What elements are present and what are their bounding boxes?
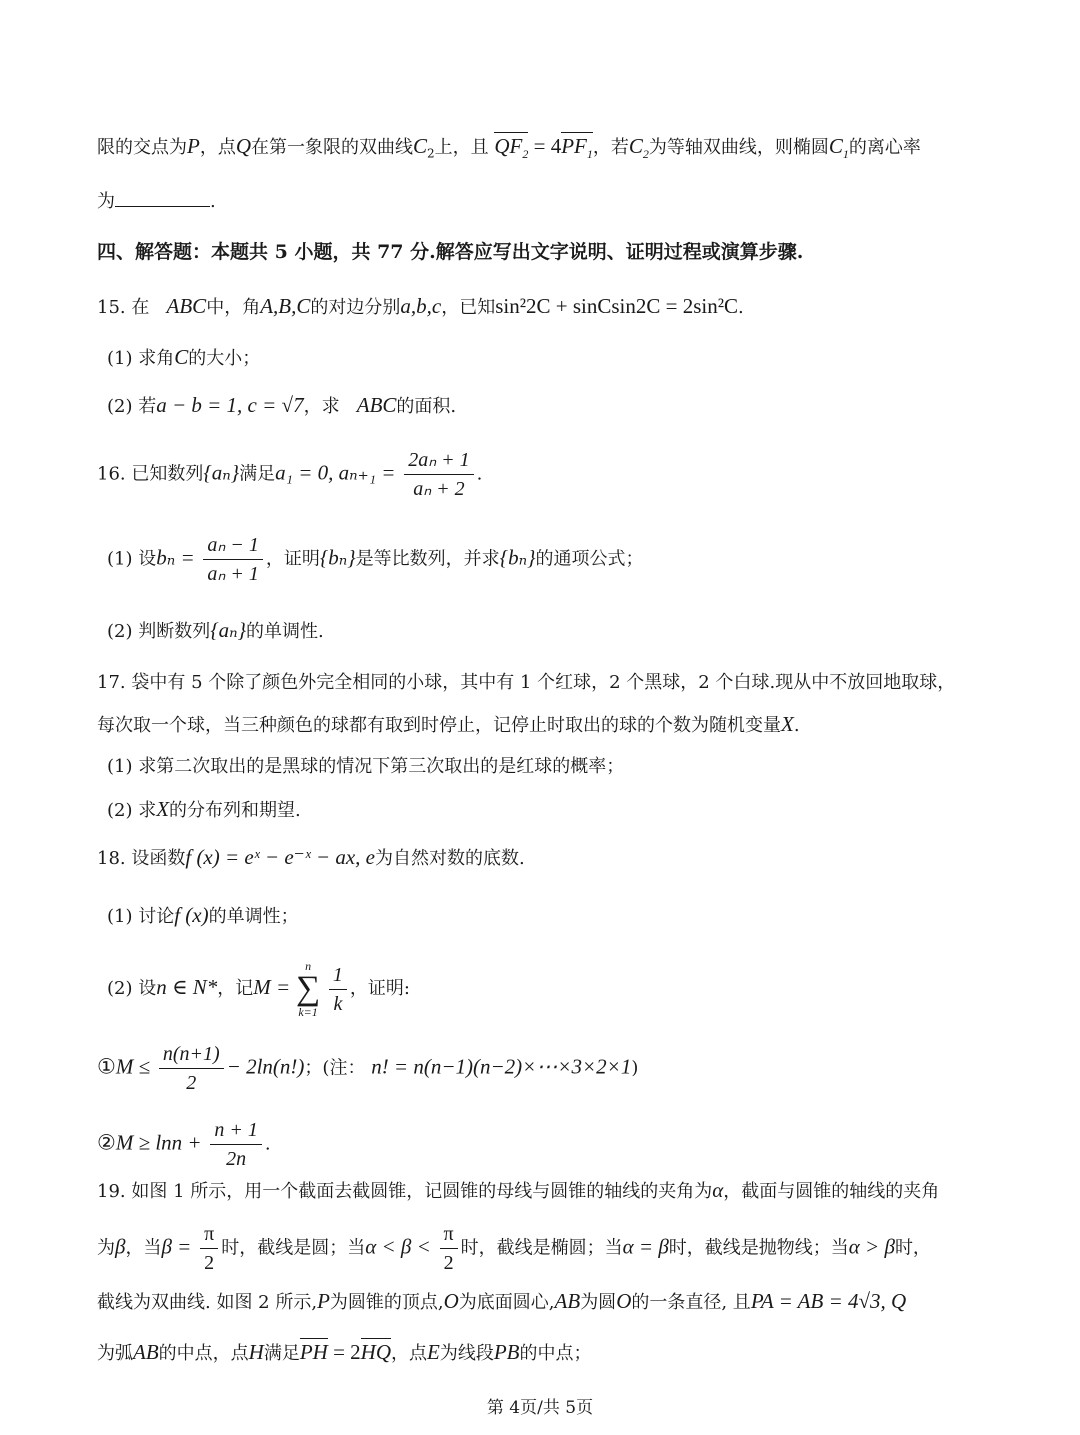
- text: ，若: [592, 137, 629, 158]
- text: 限的交点为: [97, 137, 187, 158]
- fraction: $\frac{n(n+1)}{2}$: [159, 1042, 224, 1095]
- vector-PF1: $PF_1$: [561, 134, 593, 162]
- answer-blank[interactable]: [115, 188, 210, 207]
- text: 在第一象限的双曲线: [251, 137, 413, 158]
- q19-line3: 截线为双曲线. 如图 2 所示,P为圆锥的顶点,O为底面圆心,AB为圆O的一条直径, 且PA = AB = 4√3, Q: [97, 1289, 907, 1313]
- q18-stem: 18. 设函数f (x) = eˣ − e⁻ˣ − ax, e为自然对数的底数.: [97, 845, 525, 869]
- q17-part2: (2) 求X的分布列和期望.: [107, 797, 301, 821]
- vector-PH: PH: [299, 1340, 328, 1364]
- text: ，点: [199, 137, 236, 158]
- page-footer: 第 4页/共 5页: [486, 1398, 594, 1418]
- q19-line4: 为弧AB的中点，点H满足PH = 2HQ，点E为线段PB的中点；: [97, 1340, 592, 1364]
- var-P: P: [187, 134, 200, 158]
- q16-part1: (1) 设bₙ = $\frac{\text{aₙ − 1}}{\text{aₙ + 1}}$ ，证明{bₙ}是等比数列，并求{bₙ}的通项公式；: [107, 534, 644, 585]
- fraction-pi-over-2: $\frac{\pi}{2}$: [200, 1222, 218, 1275]
- q15-part2: (2) 若a − b = 1, c = √7，求 ABC的面积.: [107, 393, 457, 417]
- subscript: 2: [427, 146, 435, 161]
- q16-stem: 16. 已知数列{aₙ}满足a₁ = 0, aₙ₊₁ = $\frac{\text{2aₙ + 1}}{\text{aₙ + 2}}$ .: [97, 449, 483, 500]
- section-heading: 四、解答题：本题共 5 小题，共 77 分.解答应写出文字说明、证明过程或演算步骤.: [97, 241, 804, 263]
- var-C1: $C_1$: [828, 134, 849, 162]
- q18-claim2: ②M ≥ lnn + $\frac{n + 1}{2n}$ .: [97, 1119, 271, 1170]
- q15-stem: 15. 在 ABC中，角A,B,C的对边分别a,b,c，已知sin²2C + sinCsin2C = 2sin²C.: [97, 294, 744, 318]
- p14-line2: [97, 188, 216, 213]
- q18-claim1: ①M ≤ $\frac{n(n+1)}{2}$ − 2ln(n!)；(注： n! = n(n−1)(n−2)×⋯×3×2×1): [97, 1043, 639, 1094]
- q17-line1: 17. 袋中有 5 个除了颜色外完全相同的小球，其中有 1 个红球，2 个黑球，2 个白球.现从中不放回地取球，: [97, 672, 956, 693]
- q18-part2: (2) 设n ∈ N*，记M = n ∑ k=1 $\frac{1}{k}$ ，证明:: [107, 959, 410, 1019]
- p14-line1: [97, 134, 921, 162]
- q15-equation: sin²2C + sinCsin2C = 2sin²C: [495, 294, 739, 318]
- var-Q: Q: [235, 134, 251, 158]
- summation: n ∑ k=1: [295, 959, 321, 1019]
- q18-part1: (1) 讨论f (x)的单调性；: [107, 903, 299, 927]
- triangle-ABC: ABC: [166, 294, 207, 318]
- text: 为等轴双曲线，则椭圆: [648, 137, 829, 158]
- text: .: [210, 191, 216, 212]
- fraction: $\frac{\text{2aₙ + 1}}{\text{aₙ + 2}}$: [404, 448, 473, 501]
- q15-part1: (1) 求角C的大小；: [107, 345, 261, 369]
- q16-part2: (2) 判断数列{aₙ}的单调性.: [107, 618, 324, 642]
- vector-QF2: $QF_2$: [494, 134, 529, 162]
- var-C2: C: [413, 134, 428, 158]
- q17-part1: (1) 求第二次取出的是黑球的情况下第三次取出的是红球的概率；: [107, 756, 625, 777]
- fraction: $\frac{1}{k}$: [329, 963, 347, 1016]
- fraction: $\frac{\text{aₙ − 1}}{\text{aₙ + 1}}$: [203, 533, 262, 586]
- fraction-pi-over-2: $\frac{\pi}{2}$: [440, 1222, 458, 1275]
- q17-line2: 每次取一个球，当三种颜色的球都有取到时停止，记停止时取出的球的个数为随机变量X.: [97, 712, 800, 736]
- text: 的离心率: [848, 137, 921, 158]
- text: 为: [97, 191, 115, 212]
- q19-line2: 为β，当β = $\frac{\pi}{2}$ 时，截线是圆；当α < β < $\frac{\pi}{2}$ 时，截线是椭圆；当α = β时，截线是抛物线；当α > β时，: [97, 1223, 931, 1274]
- q19-line1: 19. 如图 1 所示，用一个截面去截圆锥，记圆锥的母线与圆锥的轴线的夹角为α，截面与圆锥的轴线的夹角: [97, 1178, 940, 1202]
- vector-HQ: HQ: [360, 1340, 392, 1364]
- equals-4: = 4: [528, 134, 562, 158]
- fraction: $\frac{n + 1}{2n}$: [210, 1118, 262, 1171]
- text: 上，且: [434, 137, 489, 158]
- var-C2b: $C_2$: [628, 134, 649, 162]
